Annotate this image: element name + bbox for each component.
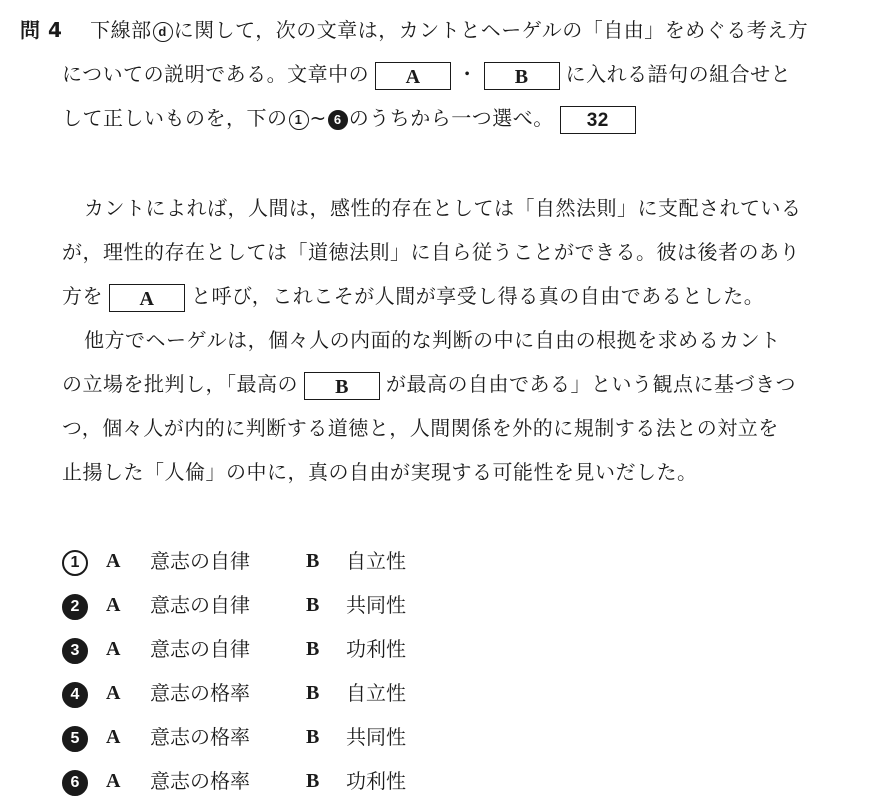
passage-p2-line-2 xyxy=(62,369,796,400)
choice-row-1[interactable] xyxy=(62,546,406,576)
question-text-1b: に関して，次の文章は，カントとヘーゲルの「自由」をめぐる考え方 xyxy=(173,18,809,42)
passage-p1-line-1: カントによれば，人間は，感性的存在としては「自然法則」に支配されている xyxy=(84,196,802,220)
question-line-2 xyxy=(62,59,791,90)
choice-a-value: 意志の自律 xyxy=(150,637,250,661)
answer-number-box: 32 xyxy=(560,106,636,134)
choice-1-icon: 1 xyxy=(62,550,88,576)
choice-row-3[interactable] xyxy=(62,634,406,664)
choice-b-label: B xyxy=(306,770,320,792)
choice-a-label: A xyxy=(106,638,121,660)
passage-p2-line-3: つ，個々人が内的に判断する道徳と，人間関係を外的に規制する法との対立を xyxy=(62,416,779,440)
choice-6-icon: 6 xyxy=(328,110,348,130)
question-line-3 xyxy=(62,103,642,134)
choice-a-value: 意志の自律 xyxy=(150,593,250,617)
question-text-3b: のうちから一つ選べ。 xyxy=(348,106,554,130)
question-text-3a: して正しいものを，下の xyxy=(62,106,288,130)
range-tilde: ~ xyxy=(309,106,327,130)
passage-p2-line-4: 止揚した「人倫」の中に，真の自由が実現する可能性を見いだした。 xyxy=(62,460,698,484)
choice-6-icon: 6 xyxy=(62,770,88,796)
choice-5-icon: 5 xyxy=(62,726,88,752)
choice-row-6[interactable] xyxy=(62,766,406,796)
passage-p1-line-3 xyxy=(62,281,764,312)
choice-a-label: A xyxy=(106,726,121,748)
choice-3-icon: 3 xyxy=(62,638,88,664)
passage-p2-line-1: 他方でヘーゲルは，個々人の内面的な判断の中に自由の根拠を求めるカント xyxy=(84,328,781,352)
choice-b-label: B xyxy=(306,550,320,572)
choice-4-icon: 4 xyxy=(62,682,88,708)
choice-a-value: 意志の自律 xyxy=(150,549,250,573)
blank-box-a: A xyxy=(375,62,451,90)
passage-p1-line-2: が，理性的存在としては「道徳法則」に自ら従うことができる。彼は後者のあり xyxy=(62,240,800,264)
question-text-2b: に入れる語句の組合せと xyxy=(565,62,792,86)
choice-a-label: A xyxy=(106,682,121,704)
underline-marker-icon: d xyxy=(153,22,173,42)
choice-b-label: B xyxy=(306,682,320,704)
question-label: 問 4 xyxy=(20,18,63,42)
choice-row-5[interactable] xyxy=(62,722,406,752)
blank-box-b: B xyxy=(304,372,380,400)
choice-2-icon: 2 xyxy=(62,594,88,620)
question-text-2a: についての説明である。文章中の xyxy=(62,62,370,86)
choice-b-label: B xyxy=(306,638,320,660)
question-line-1 xyxy=(20,15,808,45)
choice-a-value: 意志の格率 xyxy=(150,681,250,705)
choice-a-label: A xyxy=(106,770,121,792)
choice-b-value: 自立性 xyxy=(346,681,406,705)
choice-row-4[interactable] xyxy=(62,678,406,708)
choice-b-label: B xyxy=(306,726,320,748)
choice-b-value: 功利性 xyxy=(346,637,406,661)
blank-box-a: A xyxy=(109,284,185,312)
choice-b-value: 共同性 xyxy=(346,593,406,617)
choice-a-value: 意志の格率 xyxy=(150,769,250,793)
choice-a-label: A xyxy=(106,594,121,616)
choice-b-label: B xyxy=(306,594,320,616)
choice-a-label: A xyxy=(106,550,121,572)
choice-b-value: 功利性 xyxy=(346,769,406,793)
passage-text: 方を xyxy=(62,284,103,308)
passage-text: と呼び，これこそが人間が享受し得る真の自由であるとした。 xyxy=(191,284,765,308)
passage-text: が最高の自由である」という観点に基づきつ xyxy=(386,372,796,396)
passage-text: の立場を批判し，「最高の xyxy=(62,372,298,396)
choice-b-value: 共同性 xyxy=(346,725,406,749)
question-text-1a: 下線部 xyxy=(90,18,152,42)
choice-row-2[interactable] xyxy=(62,590,406,620)
choice-1-icon: 1 xyxy=(289,110,309,130)
choice-b-value: 自立性 xyxy=(346,549,406,573)
separator-dot: ・ xyxy=(457,62,478,86)
choice-a-value: 意志の格率 xyxy=(150,725,250,749)
blank-box-b: B xyxy=(484,62,560,90)
